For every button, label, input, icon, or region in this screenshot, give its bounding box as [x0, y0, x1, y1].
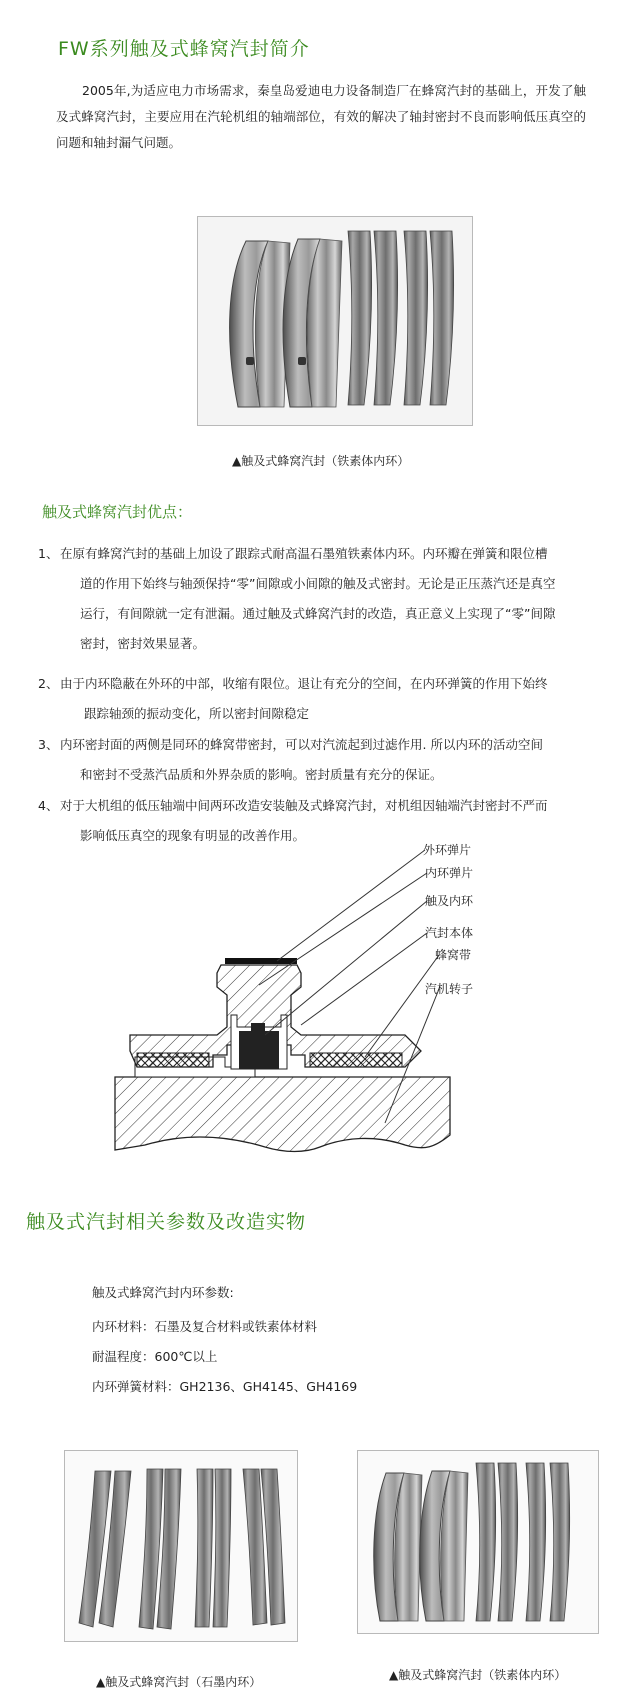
param-line: 内环材料：石墨及复合材料或铁素体材料: [92, 1319, 318, 1334]
seal-cross-section-diagram: [105, 843, 555, 1150]
advantage-item: [38, 671, 598, 721]
item-line: 对于大机组的低压轴端中间两环改造安装触及式蜂窝汽封，对机组因轴端汽封密封不严而: [60, 798, 548, 813]
intro-text: 2005年,为适应电力市场需求，秦皇岛爱迪电力设备制造厂在蜂窝汽封的基础上，开发了触及式蜂窝汽封，主要应用在汽轮机组的轴端部位，有效的解决了轴封密封不良而影响低压真空的问题和轴封漏气问题。: [56, 83, 586, 150]
photo-caption-top: ▲触及式蜂窝汽封（铁素体内环）: [232, 454, 410, 468]
params-list: [92, 1283, 512, 1407]
item-number: 1、: [38, 546, 59, 561]
advantage-item: [38, 793, 598, 843]
item-line: 和密封不受蒸汽品质和外界杂质的影响。密封质量有充分的保证。: [80, 767, 443, 782]
label-outer-spring: 外环弹片: [423, 843, 472, 857]
label-seal-body: 汽封本体: [425, 926, 474, 940]
seal-photo-image: [198, 217, 472, 425]
item-line: 密封，密封效果显著。: [80, 636, 206, 651]
item-line: 运行，有间隙就一定有泄漏。通过触及式蜂窝汽封的改造，真正意义上实现了“零”间隙: [80, 606, 556, 621]
item-line: 跟踪轴颈的振动变化，所以密封间隙稳定: [84, 706, 310, 721]
photo-caption-graphite: ▲触及式蜂窝汽封（石墨内环）: [96, 1675, 262, 1689]
advantage-item: [38, 541, 598, 651]
item-line: 在原有蜂窝汽封的基础上加设了跟踪式耐高温石墨殖铁素体内环。内环瓣在弹簧和限位槽: [60, 546, 548, 561]
item-number: 4、: [38, 798, 59, 813]
param-line: 耐温程度：600℃以上: [92, 1349, 218, 1364]
item-line: 内环密封面的两侧是同环的蜂窝带密封，可以对汽流起到过滤作用. 所以内环的活动空间: [60, 737, 543, 752]
label-inner-spring: 内环弹片: [425, 866, 474, 880]
intro-paragraph: [56, 78, 586, 156]
section-title-params: 触及式汽封相关参数及改造实物: [26, 1211, 307, 1233]
ferrite-ring-image: [358, 1451, 598, 1633]
product-photo-top: [197, 216, 473, 426]
label-rotor: 汽机转子: [425, 982, 474, 996]
item-line: 道的作用下始终与轴颈保持“零”间隙或小间隙的触及式密封。无论是正压蒸汽还是真空: [80, 576, 556, 591]
item-number: 2、: [38, 676, 59, 691]
label-contact-ring: 触及内环: [425, 894, 474, 908]
param-line: 触及式蜂窝汽封内环参数:: [92, 1285, 234, 1300]
product-photo-graphite: [64, 1450, 298, 1642]
photo-caption-ferrite: ▲触及式蜂窝汽封（铁素体内环）: [389, 1668, 567, 1682]
param-line: 内环弹簧材料：GH2136、GH4145、GH4169: [92, 1379, 358, 1394]
graphite-ring-image: [65, 1451, 297, 1641]
advantage-item: [38, 732, 598, 782]
item-number: 3、: [38, 737, 59, 752]
section-title-intro: FW系列触及式蜂窝汽封简介: [58, 38, 310, 60]
item-line: 影响低压真空的现象有明显的改善作用。: [80, 828, 306, 843]
label-honeycomb: 蜂窝带: [435, 948, 472, 962]
item-line: 由于内环隐蔽在外环的中部，收缩有限位。退让有充分的空间，在内环弹簧的作用下始终: [60, 676, 548, 691]
section-title-advantages: 触及式蜂窝汽封优点：: [42, 503, 193, 521]
product-photo-ferrite: [357, 1450, 599, 1634]
